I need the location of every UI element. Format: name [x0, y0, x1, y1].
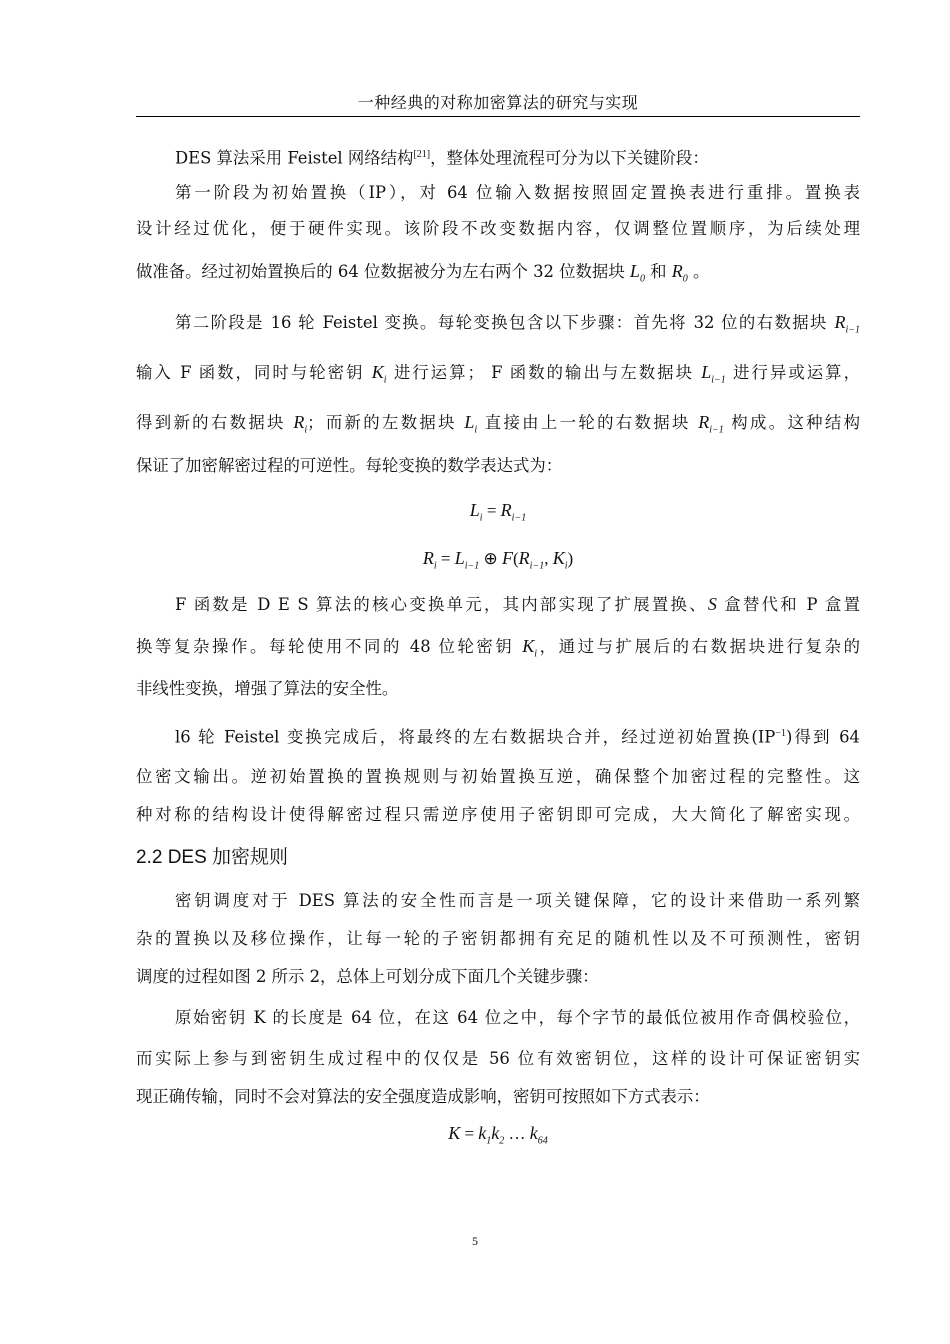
text-run: l6 轮 Feistel 变换完成后，将最终的左右数据块合并，经过逆初始置换(IP: [175, 727, 776, 747]
math-variable: S: [707, 594, 717, 614]
superscript: [21]: [413, 149, 431, 160]
text-run: 原始密钥 K 的长度是 64 位，在这 64 位之中，每个字节的最低位被用作奇偶校验位，: [175, 1008, 860, 1027]
text-line: [136, 359, 860, 385]
math-subscript: 0: [639, 273, 645, 285]
math-subscript: i−1: [711, 374, 726, 386]
text-run: 2.2 DES 加密规则: [136, 847, 289, 868]
equation: [136, 545, 860, 571]
math-variable: $R_{i-1}$: [834, 312, 860, 336]
section-heading: [136, 845, 860, 871]
text-line: [136, 1084, 860, 1110]
math-subscript: i: [474, 424, 478, 436]
text-run: 而实际上参与到密钥生成过程中的仅仅是 56 位有效密钥位，这样的设计可保证密钥实: [136, 1049, 860, 1068]
text-run: 。: [687, 262, 710, 281]
math-variable: $L_0$: [629, 261, 645, 285]
text-run: ⊕: [479, 549, 502, 568]
text-run: ，通过与扩展后的右数据块进行复杂的: [537, 637, 860, 656]
math-subscript: i: [479, 512, 483, 524]
text-run: 密钥调度对于 DES 算法的安全性而言是一项关键保障，它的设计来借助一系列繁: [175, 891, 860, 910]
math-variable: $R_i$: [293, 412, 308, 436]
math-variable: F: [502, 548, 513, 568]
text-run: 非线性变换，增强了算法的安全性。: [136, 679, 399, 698]
text-line: [136, 802, 860, 828]
text-run: …: [504, 1124, 530, 1143]
text-run: 杂的置换以及移位操作，让每一轮的子密钥都拥有充足的随机性以及不可预测性，密钥: [136, 929, 860, 948]
text-run: 现正确传输，同时不会对算法的安全强度造成影响，密钥可按照如下方式表示：: [136, 1087, 710, 1106]
text-run: ,: [544, 549, 553, 568]
math-subscript: i−1: [529, 560, 545, 572]
text-line: [136, 676, 860, 702]
text-run: 直接由上一轮的右数据块: [477, 413, 699, 432]
math-variable: $k_1$: [478, 1123, 492, 1147]
math-variable: $K_i$: [522, 636, 538, 660]
text-line: [175, 142, 860, 168]
math-variable: $k_2$: [491, 1123, 505, 1147]
math-subscript: i: [564, 560, 568, 572]
text-run: (: [513, 549, 519, 568]
math-variable: $k_{64}$: [529, 1123, 548, 1147]
text-line: [136, 258, 860, 284]
text-run: 调度的过程如图 2 所示 2，总体上可划分成下面几个关键步骤：: [136, 967, 599, 986]
math-subscript: 0: [682, 273, 688, 285]
text-run: 换等复杂操作。每轮使用不同的 48 位轮密钥: [136, 637, 523, 656]
text-run: 第一阶段为初始置换（IP），对 64 位输入数据按照固定置换表进行重排。置换表: [175, 183, 860, 202]
math-subscript: i−1: [511, 512, 527, 524]
equation: [136, 497, 860, 523]
math-variable: $L_i$: [469, 500, 483, 524]
text-run: 得到新的右数据块: [136, 413, 294, 432]
text-line: [136, 633, 860, 659]
math-variable: $R_{i-1}$: [500, 500, 527, 524]
text-run: =: [482, 501, 501, 520]
math-subscript: i−1: [845, 324, 860, 336]
math-subscript: i: [304, 424, 308, 436]
text-run: 位密文输出。逆初始置换的置换规则与初始置换互逆，确保整个加密过程的完整性。这: [136, 767, 860, 786]
text-run: 盒替代和 P 盒置: [716, 595, 860, 614]
math-subscript: 64: [537, 1135, 548, 1147]
text-run: 构成。这种结构: [723, 413, 861, 432]
text-line: [175, 721, 860, 747]
text-line: [175, 888, 860, 914]
text-run: 做准备。经过初始置换后的 64 位数据被分为左右两个 32 位数据块: [136, 262, 630, 281]
text-line: [175, 309, 860, 335]
text-run: 和: [644, 262, 672, 281]
text-run: F 函数是 D E S 算法的核心变换单元，其内部实现了扩展置换、: [175, 595, 708, 614]
math-subscript: i−1: [464, 560, 480, 572]
math-variable: $R_{i-1}$: [518, 548, 545, 572]
text-line: [136, 409, 860, 435]
text-line: [175, 180, 860, 206]
math-variable: $K_i$: [371, 362, 387, 386]
text-run: 保证了加密解密过程的可逆性。每轮变换的数学表达式为：: [136, 456, 563, 475]
math-subscript: i−1: [709, 424, 724, 436]
text-run: ；而新的左数据块: [307, 413, 465, 432]
text-run: 设计经过优化，便于硬件实现。该阶段不改变数据内容，仅调整位置顺序，为后续处理: [136, 219, 860, 238]
text-line: [136, 453, 860, 479]
superscript: −1: [775, 728, 786, 739]
math-variable: $L_i$: [464, 412, 478, 436]
math-variable: $L_{i-1}$: [454, 548, 480, 572]
math-subscript: i: [433, 560, 437, 572]
math-subscript: i: [383, 374, 387, 386]
math-variable: $K_i$: [552, 548, 568, 572]
text-line: [136, 1046, 860, 1072]
text-run: ，整体处理流程可分为以下关键阶段：: [430, 148, 709, 168]
text-run: =: [460, 1124, 479, 1143]
text-run: 输入 F 函数，同时与轮密钥: [136, 363, 372, 382]
header-rule: [136, 116, 860, 117]
math-variable: $R_0$: [671, 261, 688, 285]
math-variable: $L_{i-1}$: [701, 362, 726, 386]
text-line: [175, 591, 860, 617]
math-subscript: 1: [486, 1135, 492, 1147]
text-run: =: [436, 549, 455, 568]
math-variable: $R_i$: [422, 548, 437, 572]
text-run: DES 算法采用 Feistel 网络结构: [175, 148, 414, 168]
math-subscript: 2: [499, 1135, 505, 1147]
math-subscript: i: [534, 648, 538, 660]
page-number: 5: [472, 1234, 478, 1248]
text-line: [136, 764, 860, 790]
text-line: [136, 964, 860, 990]
text-run: 进行异或运算，: [725, 363, 860, 382]
text-run: 种对称的结构设计使得解密过程只需逆序使用子密钥即可完成，大大简化了解密实现。: [136, 805, 860, 824]
equation: [136, 1120, 860, 1146]
text-run: 第二阶段是 16 轮 Feistel 变换。每轮变换包含以下步骤：首先将 32 位的右数据块: [175, 313, 835, 332]
running-header: 一种经典的对称加密算法的研究与实现: [357, 93, 639, 112]
math-variable: $R_{i-1}$: [698, 412, 724, 436]
math-variable: K: [448, 1123, 461, 1143]
text-line: [175, 1005, 860, 1031]
text-line: [136, 216, 860, 242]
text-run: 进行运算； F 函数的输出与左数据块: [386, 363, 702, 382]
text-line: [136, 926, 860, 952]
text-run: ): [567, 549, 574, 568]
text-run: )得到 64: [785, 727, 860, 747]
